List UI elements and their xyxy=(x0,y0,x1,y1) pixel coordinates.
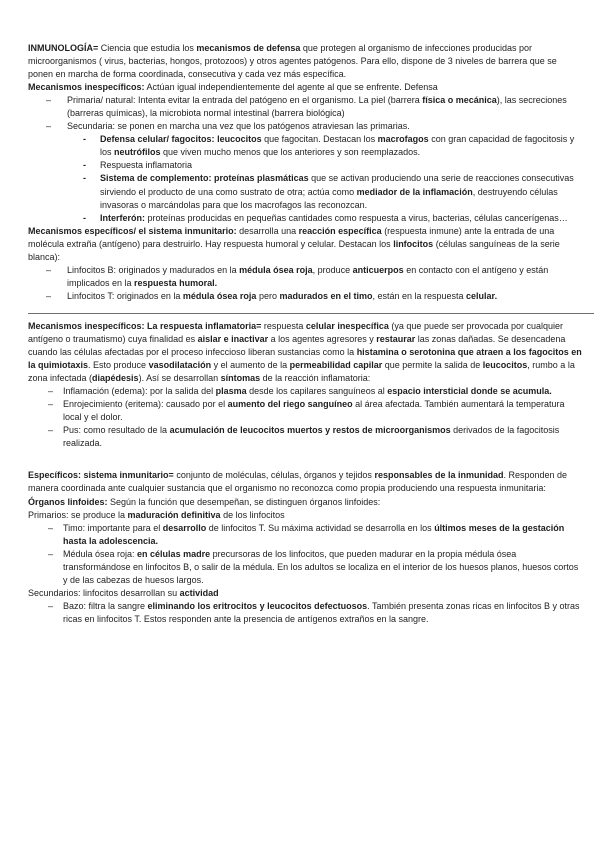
section-divider xyxy=(28,313,594,314)
list-item-linfocitos-b: – Linfocitos B: originados y madurados en la médula ósea roja, produce anticuerpos en contacto con el antígeno y están implicados en la respuesta humoral. xyxy=(28,264,582,290)
organos-linfoides-paragraph: Órganos linfoides: Según la función que desempeñan, se distinguen órganos linfoides: xyxy=(28,496,381,507)
respuesta-inflamatoria-item: - Respuesta inflamatoria xyxy=(28,159,582,172)
intro-paragraph: INMUNOLOGÍA= Ciencia que estudia los mecanismos de defensa que protegen al organismo de infecciones producidas por microorganismos ( virus, bacterias, hongos, protozoos) y otros agentes patógenos. Para ello, dispone de 3 niveles de barrera que se ponen en marcha de forma coordinada, consecutiva y cada vez más específica. xyxy=(28,43,557,80)
list-item-medula-osea: – Médula ósea roja: en células madre precursoras de los linfocitos, que pueden madurar en la propia médula ósea transformándose en linfocitos B, o salir de la médula. En los adultos se localiza en el interior de los huesos planos, huesos cortos y de las cabezas de huesos largos. xyxy=(28,548,582,587)
list-item-bazo: – Bazo: filtra la sangre eliminando los eritrocitos y leucocitos defectuosos. También presenta zonas ricas en linfocitos B y otras ricas en linfocitos T. Estos responden ante la presencia de antígenos extraños en la sangre. xyxy=(28,600,582,626)
heading-sistema-complemento: Sistema de complemento: xyxy=(100,173,212,184)
list-item-secundaria: – Secundaria: se ponen en marcha una vez que los patógenos atraviesan las primarias. xyxy=(28,120,582,133)
heading-mecanismos-especificos: Mecanismos específicos/ el sistema inmunitario: xyxy=(28,225,237,236)
heading-respuesta-inflamatoria: Mecanismos inespecíficos: La respuesta inflamatoria= xyxy=(28,320,262,331)
heading-interferon: Interferón: xyxy=(100,212,145,223)
list-item-timo: – Timo: importante para el desarrollo de linfocitos T. Su máxima actividad se desarrolla en los últimos meses de la gestación hasta la adolescencia. xyxy=(28,522,582,548)
sistema-inmunitario-paragraph: Específicos: sistema inmunitario= conjunto de moléculas, células, órganos y tejidos responsables de la inmunidad. Responden de manera coordinada ante cualquier sustancia que el organismo no reconozca como propia produciendo una respuesta inmunitaria: xyxy=(28,470,568,494)
title-inmunologia: INMUNOLOGÍA= xyxy=(28,43,99,53)
heading-organos-linfoides: Órganos linfoides: xyxy=(28,496,108,507)
list-item-linfocitos-t: – Linfocitos T: originados en la médula ósea roja pero madurados en el timo, están en la respuesta celular. xyxy=(28,290,582,303)
mecanismos-inespecificos-paragraph: Mecanismos inespecíficos: Actúan igual independientemente del agente al que se enfrente. Defensa xyxy=(28,82,438,93)
list-item-primaria: – Primaria/ natural: Intenta evitar la entrada del patógeno en el organismo. La piel (barrera física o mecánica), las secreciones (barreras químicas), la microbiota normal intestinal (barrera biológica) xyxy=(28,94,582,120)
heading-mecanismos-inespecificos: Mecanismos inespecíficos: xyxy=(28,82,145,93)
mecanismos-especificos-paragraph: Mecanismos específicos/ el sistema inmunitario: desarrolla una reacción específica (respuesta inmune) ante la entrada de una molécula extraña (antígeno) para destruirlo. Hay respuesta humoral y celular. Destacan los linfocitos (células sanguíneas de la serie blanca): xyxy=(28,225,560,262)
primarios-line: Primarios: se produce la maduración definitiva de los linfocitos xyxy=(28,509,285,520)
sistema-complemento-item: - Sistema de complemento: proteínas plasmáticas que se activan produciendo una serie de reacciones consecutivas sirviendo el producto de una como sustrato de otra; actúa como mediador de la inflamación, destruyendo células invasoras o marcándolas para que los macrofagos las reconozcan. xyxy=(28,172,582,211)
defensa-celular-item: - Defensa celular/ fagocitos: leucocitos que fagocitan. Destacan los macrofagos con gran capacidad de fagocitosis y los neutrófilos que viven mucho menos que los anteriores y son reemplazados. xyxy=(28,133,582,159)
interferon-item: - Interferón: proteínas producidas en pequeñas cantidades como respuesta a virus, bacterias, células cancerígenas… xyxy=(28,212,582,225)
list-item-enrojecimiento: – Enrojecimiento (eritema): causado por el aumento del riego sanguíneo al área afectada. También aumentará la temperatura local y el dolor. xyxy=(28,398,582,424)
heading-sistema-inmunitario: Específicos: sistema inmunitario= xyxy=(28,470,174,481)
list-item-inflamacion: – Inflamación (edema): por la salida del plasma desde los capilares sanguíneos al espacio intersticial donde se acumula. xyxy=(28,385,582,398)
section-spacer xyxy=(28,450,582,469)
respuesta-inflamatoria-paragraph: Mecanismos inespecíficos: La respuesta inflamatoria= respuesta celular inespecífica (ya que puede ser provocada por cualquier antígeno o traumatismo) cuya finalidad es aislar e inactivar a los agentes agresores y restaurar las zonas dañadas. Se desencadena cuando las células afectadas por el proceso infeccioso liberan sustancias como la histamina o serotonina que atraen a los fagocitos en la quimiotaxis. Esto produce vasodilatación y el aumento de la permeabilidad capilar que permite la salida de leucocitos, rumbo a la zona infectada (diapédesis). Así se desarrollan síntomas de la reacción inflamatoria: xyxy=(28,320,582,384)
secundarios-line: Secundarios: linfocitos desarrollan su actividad xyxy=(28,587,219,598)
heading-defensa-celular: Defensa celular/ fagocitos: xyxy=(100,134,215,145)
list-item-pus: – Pus: como resultado de la acumulación de leucocitos muertos y restos de microorganismos derivados de la fagocitosis realizada. xyxy=(28,424,582,450)
